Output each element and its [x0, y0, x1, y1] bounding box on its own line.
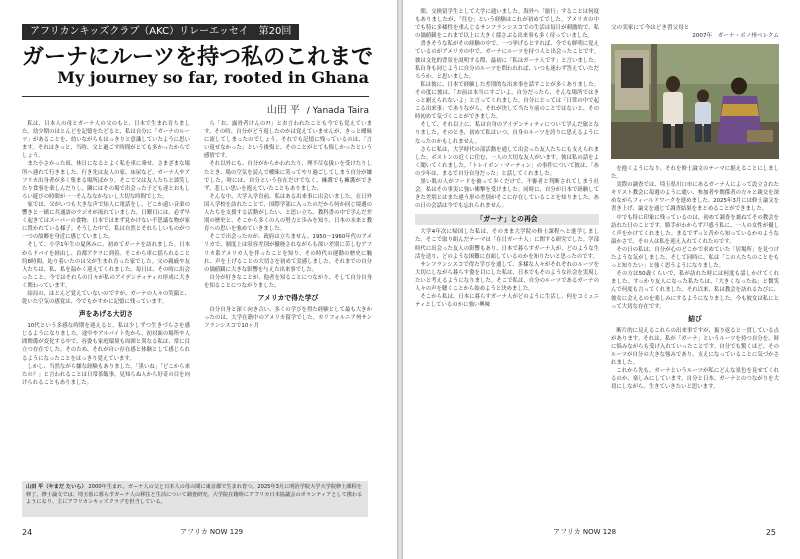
- author-bio-box: [22, 481, 368, 517]
- paragraph: 私は彼に、日本で経験した差別的な出来事を話すことが多くありました。その度に彼は、「お前は本当にすごいよ。自分だったら、そんな場所ではきっと耐えられないよ」と言ってくれました。自分にとっては「日常の中で起こる出来事」でありながら、それが決して当たり前のことではないと、その時初めて気づくことができました。: [415, 81, 599, 121]
- photo-caption-line: 父の実家にて今はどき習父母と: [611, 25, 690, 31]
- article-title-ja: ガーナにルーツを持つ私のこれまで: [22, 45, 374, 70]
- paragraph: 私は、日本人の母とガーナ人の父のもと、日本で生まれ育ちました。幼少期のほとんどを記憶をたどると、私は自分に「ガーナのルーツ」があることを、幼いながらもはっきりと意識していたように思います。それはきっと、当時、父と過ごす時間がとても多かったからでしょう。: [22, 121, 190, 160]
- author-name-ja: 山田 平: [266, 105, 300, 116]
- right-column-1: [415, 8, 599, 520]
- section-heading: 声をあげる大切さ: [78, 310, 134, 319]
- paragraph: そんな中、大学入学直前、私はある出来事に出会いました。在日外国人学校を訪れたことで、国際学部に入ったのだから何か同じ境遇の人たちを支援する活動がしたい、と思い立ち、教科書の中で学んだ差別の歴史と、そこから多くの人の努力と歩みを知り、日本の未来と教育への思いを強めていきました。: [204, 193, 372, 233]
- paragraph: 中でも特に印象に残っているのは、初めて調査を兼ねてその教会を訪れた日のことです。勝手がわからず戸惑う私に、一人の女性が優しく声をかけてくれました。まるでずっと昔から知っているかのような温かさで、その人は私を迎え入れてくれたのです。: [611, 214, 779, 245]
- family-photo-illustration: [611, 44, 779, 159]
- page-number-left: 24: [22, 528, 33, 537]
- paragraph: 自分自身と深く向き合い、多くの学びを得た経験として最も大きかったのは、大学在籍中のアメリカ留学でした。カリフォルニア州サンフランシスコで10ヶ月: [204, 306, 372, 330]
- running-head-right: アフリカ NOW 128: [553, 528, 617, 536]
- paragraph: を抱くようになり、それを修士論文のテーマに据えることにしました。: [611, 166, 779, 181]
- paragraph: その方は50歳くらいで、私が訪れた時には何度も話しかけてくれました。すっかり友人になった私たちは、「大きくなったね」と微笑んで何度も言ってくれました。それ以来、私は教会を訪れるたびに、彼女に会えるのを楽しみにするようになりました。今も彼女は私にとって大切な存在です。: [611, 271, 779, 310]
- right-page: [403, 0, 800, 559]
- paragraph: サンフランシスコで得た学びを通して、多様な人々がそれぞれのルーツを大切にしながら暮らす姿を目にした私は、日本でもそのような社会を実現したいと考えるようになりました。そこで私は、自分のルーツであるガーナの人々の声を聴くことから始めようと決めました。: [415, 261, 599, 292]
- paragraph: これから先も、ガーナというルーツが私にどんな景色を見せてくれるのか、楽しみにしています。自分と日本、ガーナとのつながりを大切にしながら、生きていきたいと思います。: [611, 368, 779, 391]
- photo-caption-line: 2007年 ガーナ・ボノ州ベレクム: [692, 33, 779, 39]
- paragraph: 自分が好きなことが、他者を知ることにつながり、そして自分自身を知ることにつながりました。: [204, 274, 372, 289]
- paragraph: さらに私は、大学時代の部活動を通して出会った友人たちにも支えられました。ボストンの近くに住む、一人の大切な友人がいます。彼は私の話をよく聞いてくれました。「トレイボン・マーティン」の事件について彼は、「あの少年は、まるで自分自身だった」と話してくれました。: [415, 146, 599, 177]
- paragraph: しかし、当然ながら嫌な経験もありました。「黒いね」「どこから来たの？」と言われることは日常茶飯事。見知らぬ人から好奇の目を向けられることもありました。: [22, 363, 190, 386]
- title-divider: [22, 96, 369, 97]
- paragraph: 大学4年次に帰国した私は、そのまま大学院の修士課程へと進学しました。そこで取り組んだテーマは「在日ガーナ人」に関する研究でした。学部時代に出会った友人の影響もあり、日本で暮らすガーナ人が、どのような生活を送り、どのような困難に直面しているのかを知りたいと思ったのです。: [415, 229, 599, 260]
- photo-caption: [611, 24, 779, 40]
- paragraph: 断片的に見えるこれらの出来事ですが、振り返ると一貫している点があります。それは、私が「ガーナ」というルーツを持つ自分を、時に悩みながらも受け入れていったことです。自分でも驚くほど、そのルーツが自分の大きな強みであり、支えになっていることに気づかされました。: [611, 327, 779, 367]
- left-column-1: [22, 120, 190, 476]
- paragraph: その日の私は、自分が心のどこかで求めていた「居場所」を見つけたような気がしました。そして同時に、私は「この人たちのことをもっと知りたい」と強く思うようになりました。: [611, 246, 779, 270]
- paragraph: それ以外にも、自分がからかわれたり、理不尽な扱いを受けたりしたとき、場の空気を読んで曖昧に笑ってやり過ごしてしまう自分が嫌でした。時には、自分という存在だけでなく、擁護でも擁護ができず、悲しい思いを抱えていたこともありました。: [204, 161, 372, 192]
- paragraph: 間、交換留学生として大学に通いました。海外へ「旅行」することは何度もありましたが、「住む」という経験はこれが初めてでした。アメリカの中でも特に多様性を重んじるサンフランシスコでの生活は毎日が刺激的で、私の価値観をこれまで以上に大きく揺さぶる出来事も多く待っていました。: [415, 9, 599, 40]
- section-heading: 「ガーナ」との再会: [415, 214, 599, 225]
- paragraph: ら「お、露骨者けんの?!」とお言われたことも今でも覚えています。その時、自分がどう返したのかは覚えていませんが、きっと曖昧に流してしまったのでしょう。それでも記憶に残っているのは、「言い返せなかった」という後悔と、そのことがとても悔しかったという感情です。: [204, 121, 372, 160]
- right-column-2: [611, 165, 779, 520]
- paragraph: 書きそうな私がその経験の中で、一つ挙げるとすれば、今でも鮮明に覚えているのがアメリカの中で、ガーナにルーツを持つ人と出会ったことです。彼は文化的背景を説明する際、最初に「私はガーナ人です」と言いました。私自身も同じように自分のルーツを問われれば、いつも迷わず答えていただろうか、と思いました。: [415, 41, 599, 80]
- left-column-2: [204, 120, 372, 476]
- author-name-en: / Yanada Taira: [306, 106, 369, 116]
- paragraph: 10代という多感な時期を迎えると、私は少しずつ生きづらさを感じるようになりました。途中やアルバイト先から、初対面の場所や人間関係が変化する中で、容姿も家庭環境も周囲と異なる私は、常に目立つ存在でした。そのため、それが自い存在感と体験として感じられるようになったことをはっきり覚えています。: [22, 323, 190, 362]
- paragraph: そして、小学1年生の夏休みに、初めてガーナを訪れました。日本からドバイを経由し、首都アクラに到着。そこから車に揺られること約8時間、辿り着いたのは父が生まれ育った家でした。父の親戚や友人たちは、私、私を温かく迎えてくれました。毎日は、その時に出会ったこと、今ではそれらの日々が私のアイデンティティの形成に大きく関わっています。: [22, 242, 190, 289]
- left-page: [0, 0, 397, 559]
- bio-name: 山田 平（やまだ たいら）: [26, 484, 87, 490]
- paragraph: 家では、父がいつも大きな声で知人に電話をし、どこか遠い音楽の響きと一緒に共通語のラジオが流れていました。日曜日には、必ず早く起きてはスーパーの食物、日本ではまず見かけない不思議な物が家に置かれている様子。そうした中で、私は自然とそれらしいものがつ一つの故郷を身近に感じていました。: [22, 201, 190, 241]
- paragraph: 実際の調査では、埼玉県川口市にあるガーナ人によって設立されたキリスト教会に毎週のように通い、参加者や関係者の方々と親交を深めながらフィールドワークを進めました。2025年3月には修士論文を書き上げ、論文を通じて調査結果をまとめることができました。: [611, 182, 779, 213]
- author-byline: [267, 101, 369, 116]
- paragraph: そこで出会ったのが、政府は立ちません、1950〜1960年代のアメリカで、制度上は収容差別が撤廃されながらも深い差別に苦しむアフリカ系アメリカ人を伴ったことを知り、その時代の運動の歴史に触れ、声を上げることの大切さを初めて実感しました。それまでの自分の価値観に大きな影響を与えた出来事でした。: [204, 234, 372, 273]
- paragraph: また小さかった頃、休日になるとよく私を車に乗せ、さまざまな場所へ連れて行きました。行き先は友人の家、床屋など、ガーナ人やアフリカ出身者が多く集まる場所ばかり。そこで父は友人たちと談笑したり食事を楽しんだりし、隣にはその場で出会った子ども達とおもしろい遊びの時間が一一そんななかないし大切な時間でした。: [22, 161, 190, 200]
- article-title-en: My journey so far, rooted in Ghana: [57, 68, 369, 87]
- bio-text: 2000年生まれ。ガーナ人の父と日本人の母の間に東京都で生まれ育つ。2025年3月に明治学院大学大学院修士課程を修了。修士論文では、埼玉県に暮らすガーナ人の移住と生活について調査研究。大学院在籍時にアフリカ日本協議会のボランティアとして携わるようになり、主にアフリカンキッズクラブを担当している。: [26, 484, 363, 506]
- running-head-left: アフリカ NOW 129: [180, 528, 244, 536]
- page-number-right: 25: [765, 528, 776, 537]
- paragraph: そこから私は、日本に暮らすガーナ人がどのように生活し、何をコミュニティとしているのかに強い興味: [415, 294, 599, 309]
- family-photo: [611, 44, 779, 159]
- section-heading: 結び: [688, 314, 702, 323]
- paragraph: そして、それ以上に、私は自身のアイデンティティについて学んだ旅となりました。そのとき、初めて私はいつ、自身のルーツを誇りに思えるようになったのかもしれません。: [415, 122, 599, 145]
- paragraph: 結局の、ほとんど覚えていないのですが、ガーナの人々の笑顔と、乾いた空気の感覚は、今でもかすかに記憶に残っています。: [22, 290, 190, 306]
- series-banner: アフリカンキッズクラブ（AKC）リレーエッセイ 第20回: [22, 24, 299, 40]
- paragraph: 黒い肌の人がフードを被って歩くだけで、不審者と判断されてしまう社会。私はその事実に強い衝撃を受けました。同時に、自分が日本で経験してきた差別とはまた違う形の差別がそこに存在していることを知りました。あの日の会話は今でも忘れられません。: [415, 178, 599, 210]
- section-heading: アメリカで得た学び: [257, 293, 319, 302]
